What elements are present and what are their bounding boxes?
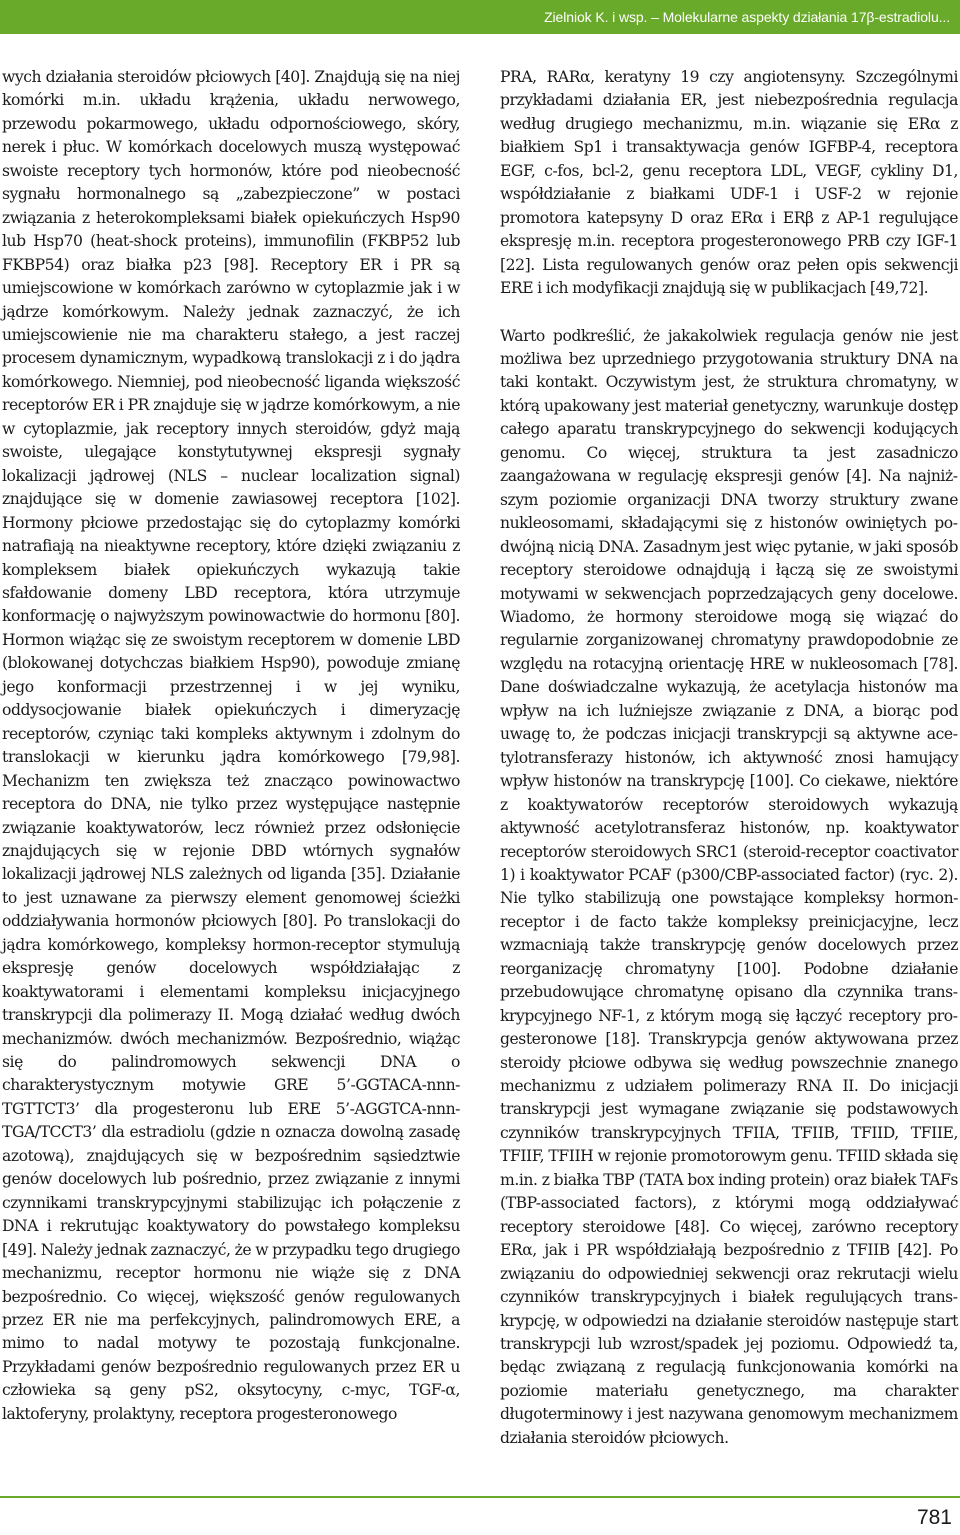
left-column [2,66,460,1426]
running-header [0,0,960,34]
running-title: Zielniok K. i wsp. – Molekularne aspekty działania 17β-estradiolu... [544,9,950,25]
left-paragraph: wych działania steroidów płciowych [40]. Znajdują się na niej komórki m.in. układu krążenia, układu nerwowego, przewodu pokarmowego, układu odpornościowego, skóry, nerek i płuc. W komórkach docelowych muszą występować swoiste receptory tych hormonów, które pod nieobecność sygnału hormonalnego są „zabezpieczone” w postaci związania z heterokompleksami białek opiekuńczych Hsp90 lub Hsp70 (heat-shock proteins), immunofilin (FKBP52 lub FKBP54) oraz białka p23 [98]. Receptory ER i PR są umiejscowione w komórkach zarówno w cytoplazmie jak i w jądrze komórkowym. Należy jednak zaznaczyć, że ich umiejscowienie nie ma charakteru stałego, a jest raczej procesem dynamicznym, wypadkową translokacji z i do jądra komórkowego. Niemniej, pod nieobecność liganda większość receptorów ER i PR znajduje się w jądrze komórkowym, a nie w cytoplazmie, jak receptory innych steroidów, gdyż mają swoiste, ulegające konstytutywnej ekspresji sygnały lokalizacji jądrowej (NLS – nuclear localization signal) znajdujące się w domenie zawiasowej receptora [102]. Hormony płciowe przedostając się do cytoplazmy komórki natrafiają na nieaktywne receptory, które dzięki związaniu z kompleksem białek opiekuńczych wykazują takie sfałdowanie domeny LBD receptora, która utrzymuje konformację o najwyższym powinowactwie do hormonu [80]. Hormon wiążąc się ze swoistym receptorem w domenie LBD (blokowanej dotychczas białkiem Hsp90), powoduje zmianę jego konformacji przestrzennej i w jej wyniku, oddysocjowanie białek opiekuńczych i dimeryzację receptorów, czyniąc taki kompleks aktywnym i zdolnym do translokacji w kierunku jądra komórkowego [79,98]. Mechanizm ten zwiększa też znacząco powinowactwo receptora do DNA, nie tylko przez występujące następnie związanie koaktywatorów, lecz również przez odsłonięcie znajdujących się w rejonie DBD wtórnych sygnałów lokalizacji jądrowej NLS zależnych od liganda [35]. Działanie to jest uznawane za pierwszy element genomowej ścieżki oddziaływania hormonów płciowych [80]. Po translokacji do jądra komórkowego, kompleksy hormon-receptor stymulują ekspresję genów docelowych współdziałając z koaktywatorami i elementami kompleksu inicjacyjnego transkrypcji dla polimerazy II. Mogą działać według dwóch mechanizmów. dwóch mechanizmów. Bezpośrednio, wiążąc się do palindromowych sekwencji DNA o charakterystycznym motywie GRE 5’-GGTACA-nnn-TGTTCT3’ dla progesteronu lub ERE 5’-AGGTCA-nnn-TGA/TCCT3’ dla estradiolu (gdzie n oznacza dowolną zasadę azotową), znajdujących się w bezpośrednim sąsiedztwie genów docelowych lub pośrednio, przez związanie z innymi czynnikami transkrypcyjnymi stabilizując ich połączenie z DNA i rekrutując koaktywatory do powstałego kompleksu [49]. Należy jednak zaznaczyć, że w przypadku tego drugiego mechanizmu, receptor hormonu nie wiąże się z DNA bezpośrednio. Co więcej, większość genów regulowanych przez ER nie ma perfekcyjnych, palindromowych ERE, a mimo to nadal motywy te pozostają funkcjonalne. Przykładami genów bezpośrednio regulowanych przez ER u człowieka są geny pS2, oksytocyny, c-myc, TGF-α, laktoferyny, prolaktyny, receptora progesteronowego [2,68,460,1423]
right-paragraph-1: PRA, RARα, keratyny 19 czy angiotensyny. Szczególnymi przykładami działania ER, jest niebezpośrednia regulacja według drugiego mechanizmu, m.in. wiązanie się ERα z białkiem Sp1 i transaktywacja genów IGFBP-4, receptora EGF, c-fos, bcl-2, genu receptora LDL, VEGF, cykliny D1, współdziałanie z białkami UDF-1 i USF-2 w rejonie promotora katepsyny D oraz ERα i ERβ z AP-1 regulujące ekspresję m.in. receptora progesteronowego PRB czy IGF-1 [22]. Lista regulowanych genów oraz pełen opis sekwencji ERE i ich modyfikacji znajdują się w publikacjach [49,72]. [500,68,958,298]
page-number: 781 [916,1506,952,1529]
right-column [500,66,958,1450]
footer-divider [0,1496,960,1498]
right-paragraph-2: Warto podkreślić, że jakakolwiek regulacja genów nie jest możliwa bez uprzedniego przygotowania struktury DNA na taki kontakt. Oczywistym jest, że struktura chromatyny, w którą upakowany jest materiał genetyczny, warunkuje dostęp całego aparatu transkrypcyjnego do sekwencji kodujących genomu. Co więcej, struktura ta jest zasadniczo zaangażowana w regulację ekspresji genów [4]. Na najniższym poziomie organizacji DNA tworzy struktury zwane nukleosomami, składającymi się z histonów owiniętych podwójną nicią DNA. Zasadnym jest więc pytanie, w jaki sposób receptory steroidowe odnajdują i łączą się ze swoistymi motywami w sekwencjach poprzedzających geny docelowe. Wiadomo, że hormony steroidowe mogą się wiązać do regularnie zorganizowanej chromatyny prawdopodobnie ze względu na rotacyjną orientację HRE w nukleosomach [78]. Dane doświadczalne wykazują, że acetylacja histonów ma wpływ na ich luźniejsze związanie z DNA, a biorąc pod uwagę to, że podczas inicjacji transkrypcji są aktywne acetylotransferazy histonów, ich aktywność znosi hamujący wpływ histonów na transkrypcję [100]. Co ciekawe, niektóre z koaktywatorów receptorów steroidowych wykazują aktywność acetylotransferaz histonów, np. koaktywator receptorów steroidowych SRC1 (steroid-receptor coactivator 1) i koaktywator PCAF (p300/CBP-associated factor) (ryc. 2). Nie tylko stabilizują one powstające kompleksy hormon-receptor i de facto także kompleksy preinicjacyjne, lecz wzmacniają także transkrypcję genów docelowych przez reorganizację chromatyny [100]. Podobne działanie przebudowujące chromatynę opisano dla czynnika transkrypcyjnego NF-1, z którym mogą się łączyć receptory progesteronowe [18]. Transkrypcja genów aktywowana przez steroidy płciowe odbywa się według powszechnie znanego mechanizmu z udziałem polimerazy RNA II. Do inicjacji transkrypcji jest wymagane związanie się podstawowych czynników transkrypcyjnych TFIIA, TFIIB, TFIID, TFIIE, TFIIF, TFIIH w rejonie promotorowym genu. TFIID składa się m.in. z białka TBP (TATA box inding protein) oraz białek TAFs (TBP-associated factors), z którymi mogą oddziaływać receptory steroidowe [48]. Co więcej, zarówno receptory ERα, jak i PR współdziałają bezpośrednio z TFIIB [42]. Po związaniu do odpowiedniej sekwencji oraz rekrutacji wielu czynników transkrypcyjnych i białek regulujących transkrypcję, w odpowiedzi na działanie steroidów następuje start transkrypcji lub wzrost/spadek jej poziomu. Odpowiedź ta, będąc związaną z regulacją funkcjonowania komórki na poziomie materiału genetycznego, ma charakter długoterminowy i jest nazywana genomowym mechanizmem działania steroidów płciowych. [500,326,958,1447]
